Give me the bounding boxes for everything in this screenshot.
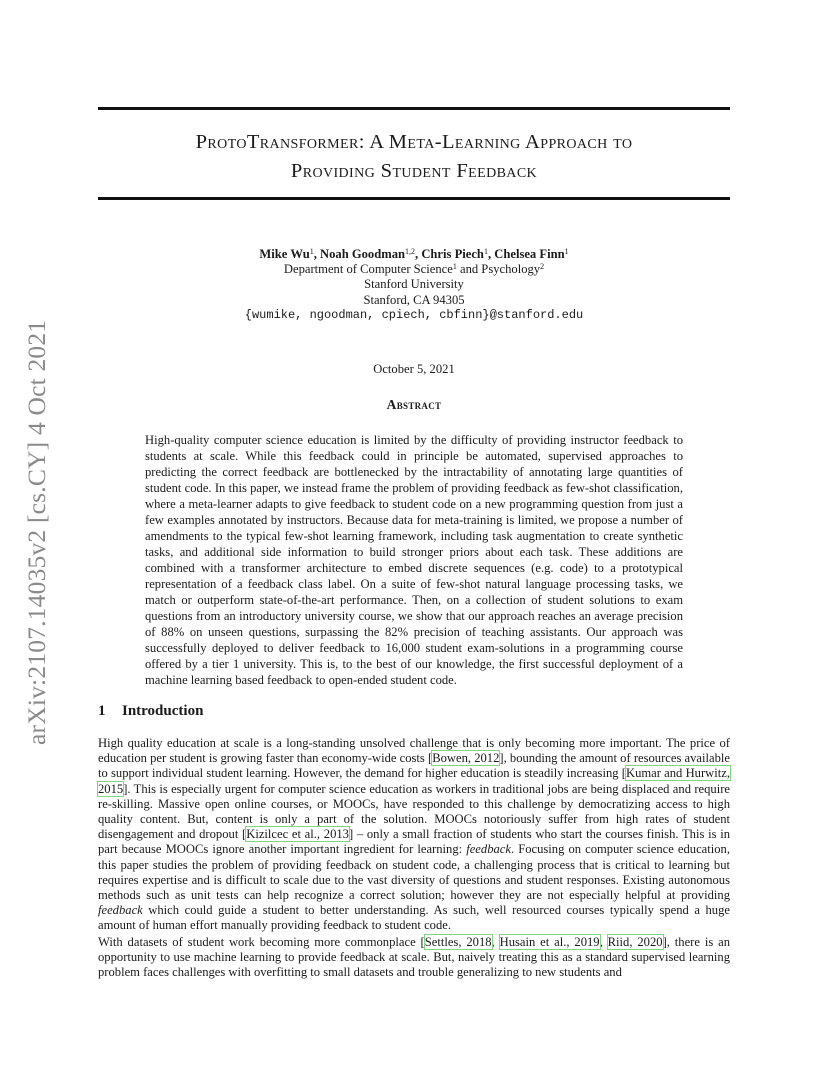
author-block [98,247,730,323]
citation-link[interactable]: Husain et al., 2019 [499,935,600,949]
section-number: 1 [98,703,106,719]
affiliation-mark: 1 [564,247,569,256]
title-line-2: Providing Student Feedback [290,160,538,182]
author-emails: {wumike, ngoodman, cpiech, cbfinn}@stanford.edu [244,307,584,322]
author-name: Chelsea Finn [494,247,565,261]
affiliation-mark: 1 [452,262,457,272]
bottom-rule [98,197,730,200]
top-rule [98,107,730,110]
author-name: Mike Wu [259,247,310,261]
department-name-2: and Psychology [456,262,541,277]
affiliation-mark: 1 [309,247,314,256]
section-heading [98,703,203,720]
university: Stanford University [364,277,464,292]
citation-link[interactable]: Settles, 2018 [424,935,492,949]
citation-link[interactable]: Riid, 2020 [607,935,663,949]
paper-date: October 5, 2021 [373,362,455,376]
citation-link[interactable]: Kumar and Hurwitz, 2015 [98,766,730,796]
affiliation-mark: 2 [540,262,545,272]
location: Stanford, CA 94305 [363,292,465,307]
paper-title [98,128,730,186]
affiliation-mark: 1,2 [405,247,416,256]
intro-paragraph-2: With datasets of student work becoming more commonplace [Settles, 2018, Husain et al., 2019, Riid, 2020], there is an opportunity to use machine learning to provide feedback at scale. But, naively treating this as a standard supervised learning problem faces challenges with overfitting to small datasets and trouble generalizing to new students and [98,935,731,980]
affiliation-mark: 1 [483,247,488,256]
arxiv-identifier: arXiv:2107.14035v2 [cs.CY] 4 Oct 2021 [22,319,51,745]
author-name: Noah Goodman [320,247,406,261]
author-name: Chris Piech [421,247,484,261]
abstract-heading: Abstract [386,397,442,412]
department [98,262,730,277]
section-title: Introduction [122,703,204,719]
title-line-1: ProtoTransformer: A Meta-Learning Approach to [195,131,633,153]
author-names: Mike Wu$^1$, Noah Goodman$^{1,2}$, Chris Piech$^1$, Chelsea Finn$^1$ [259,247,569,261]
citation-link[interactable]: Kizilcec et al., 2013 [246,827,349,842]
citation-link[interactable]: Bowen, 2012 [432,751,500,766]
department-name: Department of Computer Science [283,262,453,277]
intro-paragraph-1: High quality education at scale is a long-standing unsolved challenge that is only becoming more important. The price of education per student is growing faster than economy-wide costs [Bowen, 2012], bounding the amount of resources available to support individual student learning. However, the demand for higher education is steadily increasing [Kumar and Hurwitz, 2015]. This is especially urgent for computer science education as workers in traditional jobs are being displaced and require re-skilling. Massive open online courses, or MOOCs, have responded to this challenge by democratizing access to high quality content. But, content is only a part of the solution. MOOCs notoriously suffer from high rates of student disengagement and dropout [Kizilcec et al., 2013] – only a small fraction of students who start the courses finish. This is in part because MOOCs ignore another important ingredient for learning: feedback. Focusing on computer science education, this paper studies the problem of providing feedback on student code, a challenging process that is critical to learning but requires expertise and is difficult to scale due to the vast diversity of questions and student responses. Existing autonomous methods such as unit tests can help recognize a correct solution; however they are not especially helpful at providing feedback which could guide a student to better understanding. As such, well resourced courses typically spend a huge amount of human effort manually providing feedback to student code. [98,736,730,933]
abstract-text: High-quality computer science education is limited by the difficulty of providing instructor feedback to students at scale. While this feedback could in principle be automated, supervised approaches to predicting the correct feedback are bottlenecked by the intractability of annotating large quantities of student code. In this paper, we instead frame the problem of providing feedback as few-shot classification, where a meta-learner adapts to give feedback to student code on a new programming question from just a few examples annotated by instructors. Because data for meta-training is limited, we propose a number of amendments to the typical few-shot learning framework, including task augmentation to create synthetic tasks, and additional side information to build stronger priors about each task. These additions are combined with a transformer architecture to embed discrete sequences (e.g. code) to a prototypical representation of a feedback class label. On a suite of few-shot natural language processing tasks, we match or outperform state-of-the-art performance. Then, on a collection of student solutions to exam questions from an introductory university course, we show that our approach reaches an average precision of 88% on unseen questions, surpassing the 82% precision of teaching assistants. Our approach was successfully deployed to deliver feedback to 16,000 student exam-solutions in a programming course offered by a tier 1 university. This is, to the best of our knowledge, the first successful deployment of a machine learning based feedback to open-ended student code. [145,433,683,687]
